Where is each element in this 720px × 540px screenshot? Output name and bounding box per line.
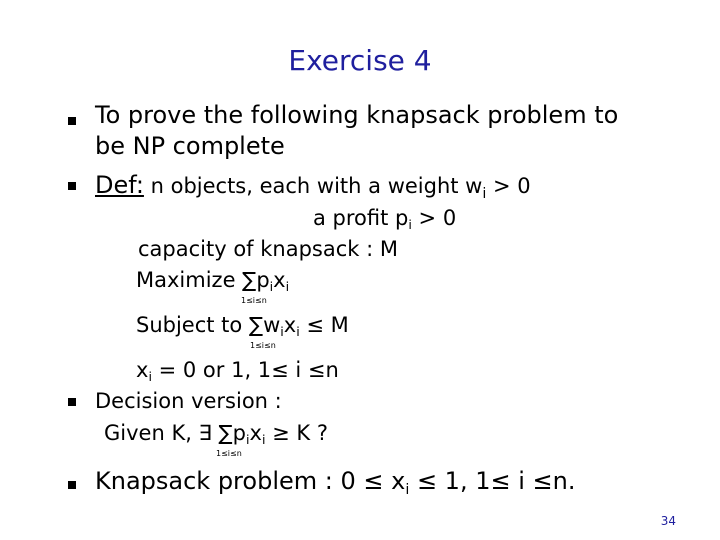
- bullet-marker: [68, 398, 76, 406]
- bullet-marker: [68, 117, 76, 125]
- maximize-line: Maximize $\sum p_ix_i$: [136, 268, 290, 295]
- decision-line-1: Decision version :: [95, 389, 282, 413]
- bullet-marker: [68, 481, 76, 489]
- maximize-range: 1≤i≤n: [241, 296, 267, 305]
- decision-line-2: Given K, ∃ $\sum p_ix_i \ge K$ ?: [104, 421, 328, 448]
- profit-line: a profit $p_i > 0$: [313, 206, 457, 233]
- def-line: Def: n objects, each with a weight $w_i > 0$: [95, 171, 531, 203]
- page-number: 34: [660, 514, 676, 528]
- def-label: Def:: [95, 171, 144, 199]
- slide-title: Exercise 4: [288, 44, 432, 77]
- bullet-1-line-2: be NP complete: [95, 132, 285, 160]
- bullet-1-line-1: To prove the following knapsack problem to: [95, 101, 619, 129]
- subject-range: 1≤i≤n: [250, 341, 276, 350]
- subject-line: Subject to $\sum w_ix_i \le M$: [136, 313, 349, 340]
- xi-line: $x_i = 0$ or 1, 1≤ i ≤n: [136, 358, 339, 385]
- bullet-marker: [68, 182, 76, 190]
- knapsack-line: Knapsack problem : $0 \le x_i \le 1$, 1≤ i ≤n.: [95, 467, 576, 499]
- decision-range: 1≤i≤n: [216, 449, 242, 458]
- capacity-line: capacity of knapsack : M: [138, 237, 398, 261]
